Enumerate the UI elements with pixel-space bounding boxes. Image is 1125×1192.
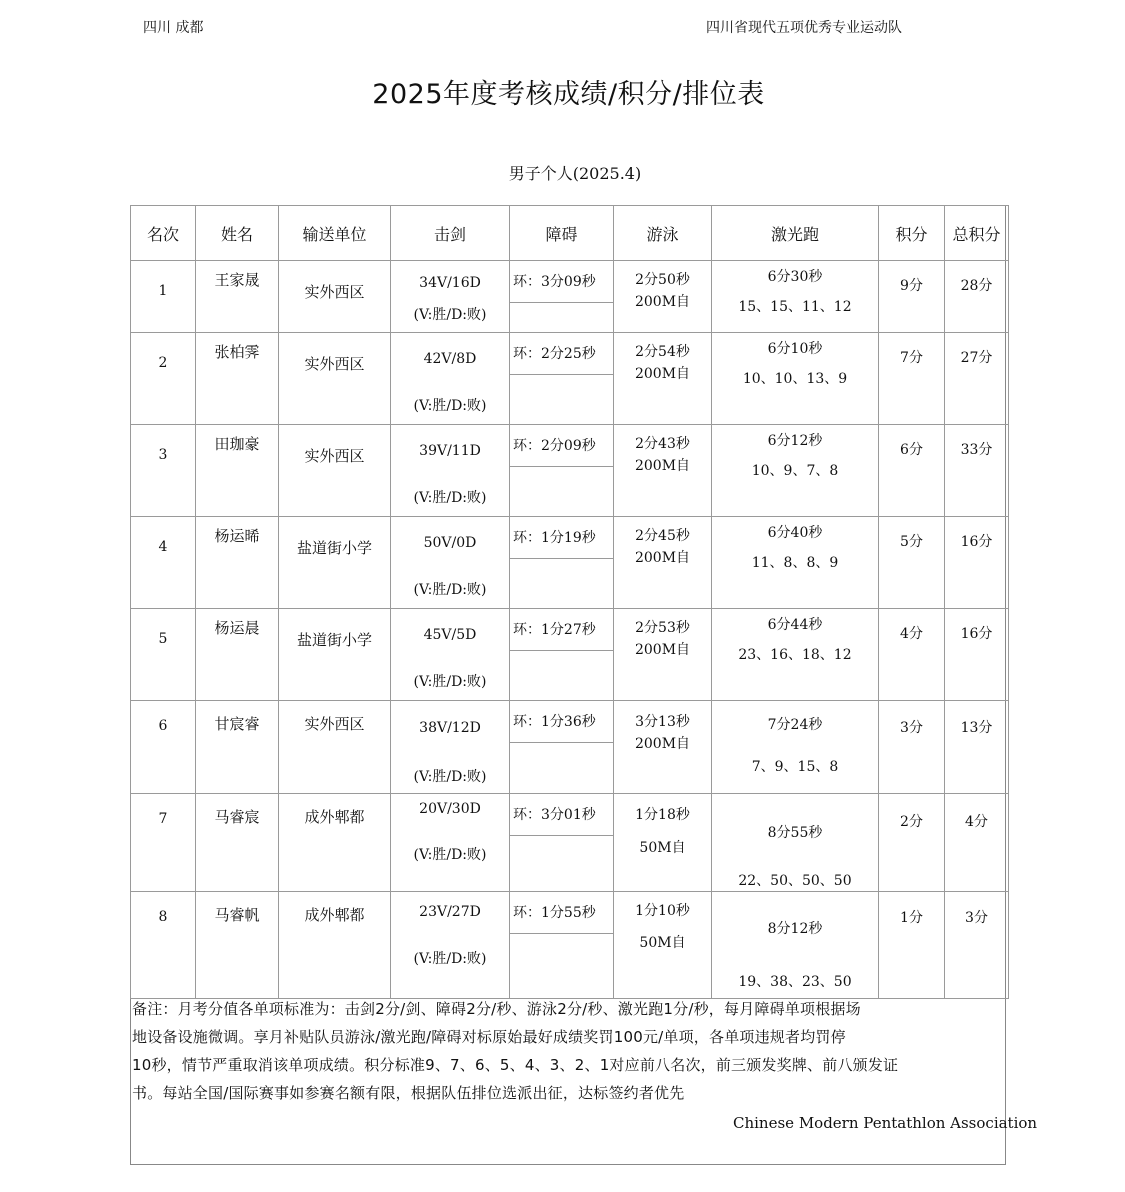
rank-cell	[131, 609, 196, 701]
obstacle-divider	[510, 558, 613, 559]
athlete-name: 张柏霁	[214, 343, 260, 361]
swim-cell	[614, 425, 712, 517]
col-header-swim: 游泳	[614, 206, 712, 261]
obstacle-cell	[510, 609, 614, 701]
rank-value: 4	[158, 539, 168, 555]
swim-time: 2分50秒	[635, 272, 690, 288]
laser-shooting-detail: 15、15、11、12	[738, 299, 852, 315]
table-row	[131, 794, 1009, 892]
unit-cell	[279, 261, 391, 333]
unit-name: 盐道街小学	[296, 539, 372, 557]
table-row	[131, 425, 1009, 517]
unit-name: 实外西区	[304, 283, 365, 301]
laser-cell	[712, 517, 879, 609]
total-cell	[945, 892, 1009, 999]
points-value: 3分	[900, 720, 923, 736]
laser-run-time: 8分12秒	[767, 921, 823, 937]
swim-event: 200M自	[634, 642, 691, 658]
rank-cell	[131, 701, 196, 794]
points-value: 7分	[900, 350, 923, 366]
points-cell	[879, 425, 945, 517]
total-cell	[945, 794, 1009, 892]
table-row	[131, 609, 1009, 701]
points-cell	[879, 892, 945, 999]
total-cell	[945, 261, 1009, 333]
laser-cell	[712, 609, 879, 701]
swim-event: 200M自	[634, 458, 691, 474]
athlete-name: 田珈豪	[214, 435, 260, 453]
association-name: Chinese Modern Pentathlon Association	[733, 1114, 1038, 1132]
obstacle-time: 环：1分27秒	[513, 622, 596, 638]
fencing-cell	[391, 609, 510, 701]
total-points-value: 16分	[960, 626, 993, 642]
col-header-unit: 输送单位	[279, 206, 391, 261]
swim-event: 200M自	[634, 294, 691, 310]
fencing-result: 45V/5D	[423, 627, 477, 643]
total-cell	[945, 517, 1009, 609]
total-cell	[945, 333, 1009, 425]
fencing-cell	[391, 517, 510, 609]
remarks-line: 地设备设施微调。享月补贴队员游泳/激光跑/障碍对标原始最好成绩奖罚100元/单项，各单项违规者均罚停	[132, 1028, 846, 1046]
obstacle-divider	[510, 650, 613, 651]
unit-name: 成外郫都	[304, 808, 365, 826]
fencing-cell	[391, 333, 510, 425]
rank-value: 1	[158, 283, 168, 299]
points-cell	[879, 333, 945, 425]
fencing-legend: (V:胜/D:败)	[413, 307, 487, 323]
rank-cell	[131, 794, 196, 892]
obstacle-time: 环：2分25秒	[513, 346, 596, 362]
unit-cell	[279, 609, 391, 701]
swim-time: 2分45秒	[635, 528, 690, 544]
athlete-name: 杨运晨	[214, 619, 260, 637]
points-cell	[879, 261, 945, 333]
obstacle-time: 环：1分19秒	[513, 530, 596, 546]
swim-cell	[614, 701, 712, 794]
obstacle-divider	[510, 302, 613, 303]
col-header-points: 积分	[879, 206, 945, 261]
obstacle-time: 环：2分09秒	[513, 438, 596, 454]
fencing-cell	[391, 701, 510, 794]
laser-shooting-detail: 11、8、8、9	[751, 555, 839, 571]
obstacle-cell	[510, 517, 614, 609]
obstacle-cell	[510, 261, 614, 333]
total-cell	[945, 701, 1009, 794]
laser-run-time: 6分12秒	[767, 433, 823, 449]
total-points-value: 4分	[965, 814, 988, 830]
table-row	[131, 261, 1009, 333]
obstacle-divider	[510, 374, 613, 375]
col-header-name: 姓名	[196, 206, 279, 261]
laser-shooting-detail: 22、50、50、50	[738, 873, 852, 889]
swim-time: 1分10秒	[635, 903, 690, 919]
col-header-fencing: 击剑	[391, 206, 510, 261]
results-table	[130, 205, 1009, 999]
table-row	[131, 333, 1009, 425]
obstacle-divider	[510, 742, 613, 743]
obstacle-cell	[510, 425, 614, 517]
total-points-value: 13分	[960, 720, 993, 736]
swim-time: 3分13秒	[635, 714, 690, 730]
obstacle-divider	[510, 933, 613, 934]
name-cell	[196, 892, 279, 999]
unit-name: 盐道街小学	[296, 631, 372, 649]
athlete-name: 王家晟	[214, 271, 260, 289]
total-cell	[945, 609, 1009, 701]
swim-time: 2分43秒	[635, 436, 690, 452]
name-cell	[196, 333, 279, 425]
swim-event: 200M自	[634, 736, 691, 752]
laser-cell	[712, 425, 879, 517]
fencing-legend: (V:胜/D:败)	[413, 769, 487, 785]
total-points-value: 27分	[960, 350, 993, 366]
fencing-legend: (V:胜/D:败)	[413, 582, 487, 598]
athlete-name: 甘宸睿	[214, 715, 260, 733]
fencing-cell	[391, 261, 510, 333]
fencing-result: 20V/30D	[419, 801, 481, 817]
laser-shooting-detail: 7、9、15、8	[751, 759, 839, 775]
rank-value: 6	[158, 718, 168, 734]
total-points-value: 16分	[960, 534, 993, 550]
obstacle-divider	[510, 835, 613, 836]
unit-name: 实外西区	[304, 447, 365, 465]
header-location: 四川 成都	[143, 20, 204, 36]
swim-cell	[614, 794, 712, 892]
header-team-name: 四川省现代五项优秀专业运动队	[706, 20, 902, 36]
table-row	[131, 701, 1009, 794]
remarks	[132, 995, 1006, 1107]
points-value: 1分	[900, 910, 923, 926]
fencing-legend: (V:胜/D:败)	[413, 951, 487, 967]
swim-cell	[614, 892, 712, 999]
fencing-result: 50V/0D	[423, 535, 477, 551]
rank-value: 2	[158, 355, 168, 371]
athlete-name: 马睿宸	[214, 808, 260, 826]
col-header-rank: 名次	[131, 206, 196, 261]
rank-cell	[131, 261, 196, 333]
points-value: 2分	[900, 814, 923, 830]
col-header-total: 总积分	[945, 206, 1009, 261]
rank-value: 5	[158, 631, 168, 647]
fencing-legend: (V:胜/D:败)	[413, 847, 487, 863]
fencing-result: 42V/8D	[423, 351, 477, 367]
laser-cell	[712, 701, 879, 794]
document-subtitle: 男子个人(2025.4)	[508, 164, 642, 183]
unit-name: 成外郫都	[304, 906, 365, 924]
swim-event: 50M自	[639, 840, 686, 856]
swim-cell	[614, 333, 712, 425]
athlete-name: 马睿帆	[214, 906, 260, 924]
remarks-line: 书。每站全国/国际赛事如参赛名额有限，根据队伍排位选派出征，达标签约者优先	[132, 1084, 685, 1102]
laser-run-time: 6分44秒	[767, 617, 823, 633]
rank-cell	[131, 333, 196, 425]
obstacle-cell	[510, 892, 614, 999]
laser-run-time: 7分24秒	[767, 717, 823, 733]
obstacle-time: 环：1分36秒	[513, 714, 596, 730]
name-cell	[196, 261, 279, 333]
laser-shooting-detail: 19、38、23、50	[738, 974, 852, 990]
obstacle-cell	[510, 333, 614, 425]
remarks-line: 备注：月考分值各单项标准为：击剑2分/剑、障碍2分/秒、游泳2分/秒、激光跑1分/秒，每月障碍单项根据场	[132, 1000, 861, 1018]
points-cell	[879, 609, 945, 701]
total-points-value: 28分	[960, 278, 993, 294]
points-cell	[879, 794, 945, 892]
unit-cell	[279, 701, 391, 794]
fencing-result: 39V/11D	[419, 443, 481, 459]
laser-run-time: 6分30秒	[767, 269, 823, 285]
fencing-cell	[391, 892, 510, 999]
table-header-row	[131, 206, 1009, 261]
fencing-legend: (V:胜/D:败)	[413, 398, 487, 414]
unit-name: 实外西区	[304, 355, 365, 373]
points-cell	[879, 701, 945, 794]
laser-cell	[712, 333, 879, 425]
laser-cell	[712, 261, 879, 333]
obstacle-divider	[510, 466, 613, 467]
points-value: 5分	[900, 534, 923, 550]
col-header-obstacle: 障碍	[510, 206, 614, 261]
laser-cell	[712, 794, 879, 892]
unit-cell	[279, 517, 391, 609]
swim-event: 200M自	[634, 366, 691, 382]
laser-cell	[712, 892, 879, 999]
laser-run-time: 6分10秒	[767, 341, 823, 357]
name-cell	[196, 425, 279, 517]
rank-value: 3	[158, 447, 168, 463]
points-value: 4分	[900, 626, 923, 642]
laser-run-time: 6分40秒	[767, 525, 823, 541]
rank-value: 8	[158, 909, 168, 925]
name-cell	[196, 794, 279, 892]
obstacle-time: 环：3分09秒	[513, 274, 596, 290]
swim-event: 200M自	[634, 550, 691, 566]
table-row	[131, 517, 1009, 609]
points-value: 6分	[900, 442, 923, 458]
laser-shooting-detail: 10、10、13、9	[742, 371, 848, 387]
fencing-result: 23V/27D	[419, 904, 481, 920]
name-cell	[196, 517, 279, 609]
swim-cell	[614, 517, 712, 609]
swim-time: 1分18秒	[635, 807, 690, 823]
rank-value: 7	[158, 811, 168, 827]
remarks-line: 10秒，情节严重取消该单项成绩。积分标准9、7、6、5、4、3、2、1对应前八名次，前三颁发奖牌、前八颁发证	[132, 1056, 899, 1074]
swim-cell	[614, 261, 712, 333]
name-cell	[196, 701, 279, 794]
rank-cell	[131, 425, 196, 517]
col-header-laser-run: 激光跑	[712, 206, 879, 261]
laser-run-time: 8分55秒	[767, 825, 823, 841]
swim-time: 2分53秒	[635, 620, 690, 636]
total-points-value: 33分	[960, 442, 993, 458]
unit-cell	[279, 333, 391, 425]
laser-shooting-detail: 23、16、18、12	[738, 647, 852, 663]
total-points-value: 3分	[965, 910, 988, 926]
unit-cell	[279, 892, 391, 999]
rank-cell	[131, 517, 196, 609]
laser-shooting-detail: 10、9、7、8	[751, 463, 839, 479]
table-row	[131, 892, 1009, 999]
athlete-name: 杨运晞	[214, 527, 260, 545]
swim-time: 2分54秒	[635, 344, 690, 360]
document-title: 2025年度考核成绩/积分/排位表	[372, 79, 765, 110]
total-cell	[945, 425, 1009, 517]
name-cell	[196, 609, 279, 701]
unit-name: 实外西区	[304, 715, 365, 733]
table-body	[131, 261, 1009, 999]
obstacle-cell	[510, 701, 614, 794]
fencing-legend: (V:胜/D:败)	[413, 490, 487, 506]
points-value: 9分	[900, 278, 923, 294]
obstacle-time: 环：1分55秒	[513, 905, 596, 921]
swim-cell	[614, 609, 712, 701]
rank-cell	[131, 892, 196, 999]
obstacle-time: 环：3分01秒	[513, 807, 596, 823]
points-cell	[879, 517, 945, 609]
swim-event: 50M自	[639, 935, 686, 951]
fencing-result: 34V/16D	[419, 275, 481, 291]
obstacle-cell	[510, 794, 614, 892]
fencing-cell	[391, 794, 510, 892]
unit-cell	[279, 425, 391, 517]
fencing-result: 38V/12D	[419, 720, 481, 736]
fencing-legend: (V:胜/D:败)	[413, 674, 487, 690]
fencing-cell	[391, 425, 510, 517]
unit-cell	[279, 794, 391, 892]
